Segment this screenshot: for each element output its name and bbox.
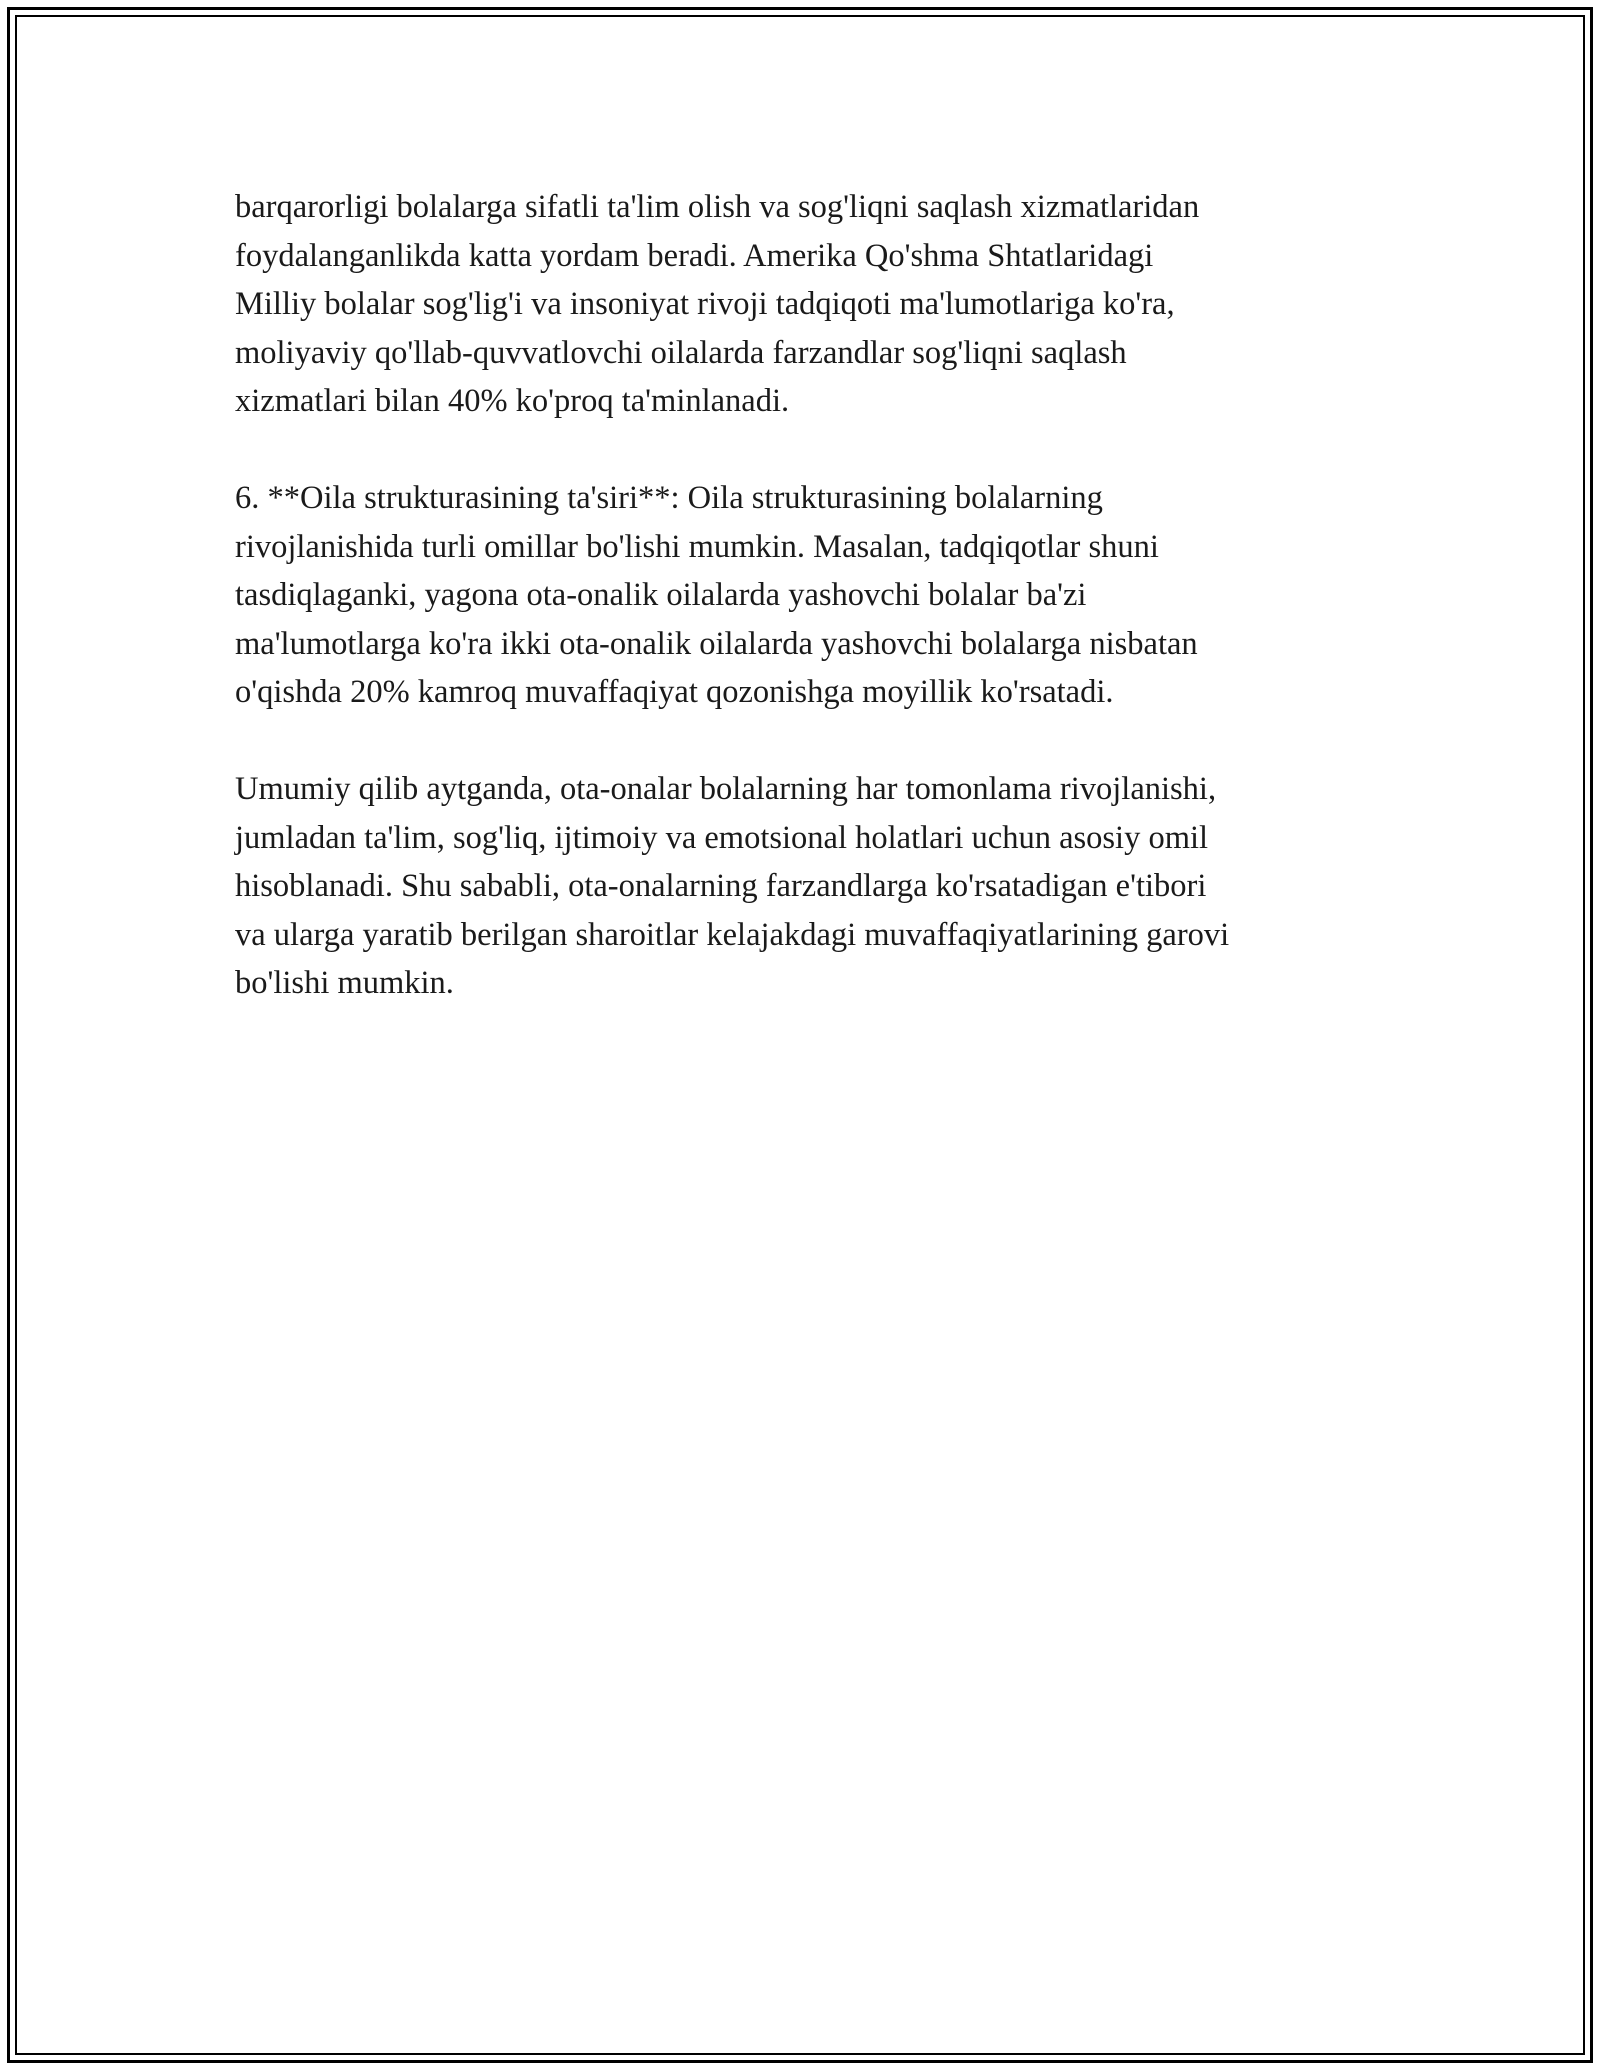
text-line: 6. **Oila strukturasining ta'siri**: Oila strukturasining bolalarning <box>235 480 1103 516</box>
document-body <box>235 183 1385 1056</box>
text-line: bo'lishi mumkin. <box>235 965 454 1001</box>
paragraph-conclusion <box>235 765 1385 1008</box>
text-line: o'qishda 20% kamroq muvaffaqiyat qozonishga moyillik ko'rsatadi. <box>235 674 1114 710</box>
paragraph-financial-stability <box>235 183 1385 426</box>
text-line: tasdiqlaganki, yagona ota-onalik oilalarda yashovchi bolalar ba'zi <box>235 577 1087 613</box>
text-line: xizmatlari bilan 40% ko'proq ta'minlanadi. <box>235 383 790 419</box>
text-line: moliyaviy qo'llab-quvvatlovchi oilalarda farzandlar sog'liqni saqlash <box>235 334 1127 371</box>
text-line: va ularga yaratib berilgan sharoitlar kelajakdagi muvaffaqiyatlarining garovi <box>235 916 1230 953</box>
paragraph-family-structure <box>235 474 1385 717</box>
text-line: hisoblanadi. Shu sababli, ota-onalarning farzandlarga ko'rsatadigan e'tibori <box>235 868 1207 904</box>
text-line: Umumiy qilib aytganda, ota-onalar bolalarning har tomonlama rivojlanishi, <box>235 771 1217 807</box>
text-line: Milliy bolalar sog'lig'i va insoniyat rivoji tadqiqoti ma'lumotlariga ko'ra, <box>235 286 1175 322</box>
text-line: jumladan ta'lim, sog'liq, ijtimoiy va emotsional holatlari uchun asosiy omil <box>235 819 1209 856</box>
text-line: barqarorligi bolalarga sifatli ta'lim olish va sog'liqni saqlash xizmatlaridan <box>235 189 1200 225</box>
text-line: foydalanganlikda katta yordam beradi. Amerika Qo'shma Shtatlaridagi <box>235 237 1154 274</box>
text-line: rivojlanishida turli omillar bo'lishi mumkin. Masalan, tadqiqotlar shuni <box>235 528 1159 565</box>
text-line: ma'lumotlarga ko'ra ikki ota-onalik oilalarda yashovchi bolalarga nisbatan <box>235 625 1198 662</box>
